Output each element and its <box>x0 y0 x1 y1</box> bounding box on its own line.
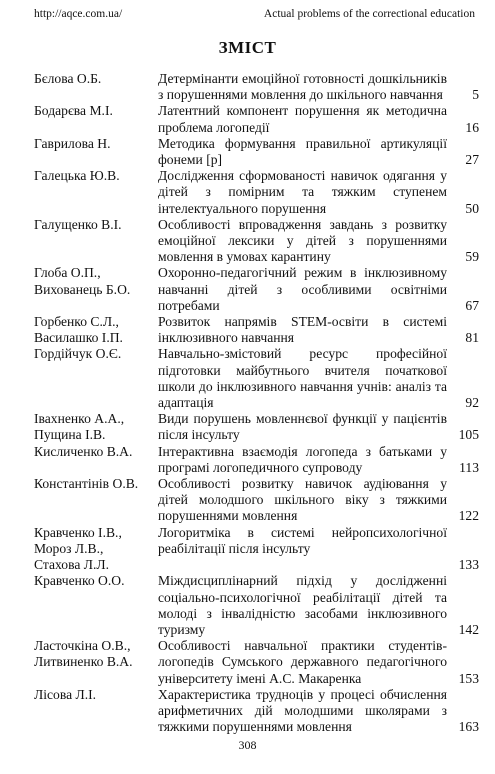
toc-entry <box>34 525 479 574</box>
toc-entry-authors <box>34 217 158 266</box>
toc-entry-topic[interactable]: Латентний компонент порушення як методична проблема логопедії <box>158 103 447 135</box>
toc-entry-topic-cell <box>158 265 479 314</box>
author-name: Галущенко В.І. <box>34 216 122 232</box>
toc-entry-page-number: 122 <box>458 508 479 524</box>
toc-entry-page-number: 27 <box>465 152 479 168</box>
author-name: Стахова Л.Л. <box>34 557 110 573</box>
toc-entry-topic-cell <box>158 411 479 443</box>
author-name: Константінів О.В. <box>34 476 139 492</box>
table-of-contents <box>34 71 479 735</box>
toc-entry-topic-cell <box>158 314 479 346</box>
toc-entry-page-number: 113 <box>459 459 479 475</box>
toc-entry-page-number: 142 <box>458 621 479 637</box>
toc-entry-topic-cell <box>158 217 479 266</box>
toc-entry-topic-cell <box>158 638 479 687</box>
toc-entry-authors <box>34 136 158 168</box>
author-name: Івахненко А.А., <box>34 411 125 427</box>
author-name: Бєлова О.Б. <box>34 71 102 86</box>
toc-entry-topic[interactable]: Розвиток напрямів STEM-освіти в системі інклюзивного навчання <box>158 314 447 346</box>
toc-entry-authors <box>34 411 158 443</box>
toc-entry-topic[interactable]: Особливості розвитку навичок аудіювання у дітей молодшого шкільного віку з тяжкими порушеннями мовлення <box>158 476 447 524</box>
author-name: Бодарєва М.І. <box>34 103 113 119</box>
toc-entry-topic-cell <box>158 687 479 736</box>
toc-entry-topic[interactable]: Охоронно-педагогічний режим в інклюзивному навчанні дітей з особливими освітніми потребами <box>158 265 447 313</box>
toc-entry-page-number: 5 <box>472 87 479 103</box>
author-name: Вихованець Б.О. <box>34 281 131 297</box>
toc-entry-page-number: 59 <box>465 249 479 265</box>
toc-entry <box>34 71 479 103</box>
page-number: 308 <box>238 738 257 752</box>
author-name: Мороз Л.В., <box>34 540 104 556</box>
author-name: Гордійчук О.Є. <box>34 346 122 362</box>
toc-entry-topic-cell <box>158 573 479 638</box>
toc-entry <box>34 411 479 443</box>
toc-entry-topic[interactable]: Характеристика трудноців у процесі обчислення арифметичних дій молодшими школярами з тяжкими порушеннями мовлення <box>158 686 447 735</box>
toc-entry-topic-cell <box>158 168 479 217</box>
page-header <box>34 8 475 20</box>
toc-entry-topic[interactable]: Детермінанти емоційної готовності дошкільників з порушеннями мовлення до шкільного навчання <box>158 71 447 103</box>
toc-entry-topic[interactable]: Методика формування правильної артикуляції фонеми [р] <box>158 135 447 168</box>
toc-entry <box>34 314 479 346</box>
toc-entry <box>34 103 479 135</box>
author-name: Василашко І.П. <box>34 330 123 346</box>
toc-entry-authors <box>34 314 158 346</box>
author-name: Лісова Л.І. <box>34 686 97 702</box>
toc-entry-authors <box>34 444 158 476</box>
toc-entry-topic-cell <box>158 346 479 411</box>
toc-entry-authors <box>34 346 158 411</box>
contents-title: ЗМІСТ <box>218 38 277 57</box>
toc-entry-page-number: 153 <box>458 670 479 686</box>
toc-entry-page-number: 16 <box>465 119 479 135</box>
toc-entry-topic-cell <box>158 136 479 168</box>
toc-entry <box>34 265 479 314</box>
toc-entry-authors <box>34 265 158 314</box>
header-journal-title: Actual problems of the correctional education <box>263 8 475 20</box>
toc-entry-authors <box>34 687 158 736</box>
toc-entry <box>34 573 479 638</box>
toc-entry-page-number: 163 <box>458 719 479 735</box>
toc-entry-authors <box>34 525 158 574</box>
toc-entry-topic[interactable]: Особливості навчальної практики студентів-логопедів Сумського державного педагогічного університету імені А.С. Макаренка <box>158 638 447 686</box>
toc-entry-page-number: 105 <box>458 427 479 443</box>
toc-entry-page-number: 50 <box>465 200 479 216</box>
toc-entry <box>34 168 479 217</box>
toc-entry <box>34 476 479 525</box>
toc-entry-authors <box>34 168 158 217</box>
toc-entry-authors <box>34 638 158 687</box>
toc-entry-authors <box>34 71 158 103</box>
toc-entry <box>34 136 479 168</box>
toc-entry-page-number: 67 <box>465 297 479 313</box>
author-name: Кисличенко В.А. <box>34 443 133 459</box>
toc-entry-page-number: 133 <box>458 557 479 573</box>
toc-entry-page-number: 92 <box>465 395 479 411</box>
toc-entry-topic[interactable]: Види порушень мовленнєвої функції у пацієнтів після інсульту <box>158 411 447 443</box>
author-name: Кравченко І.В., <box>34 524 122 540</box>
toc-entry-topic-cell <box>158 476 479 525</box>
author-name: Кравченко О.О. <box>34 573 125 589</box>
toc-entry <box>34 687 479 736</box>
toc-entry-topic[interactable]: Навчально-змістовий ресурс професійної підготовки майбутнього вчителя початкової школи до інклюзивного навчання учнів: аналіз та адаптація <box>158 346 447 411</box>
toc-entry-topic[interactable]: Логоритміка в системі нейропсихологічної реабілітації після інсульту <box>158 524 447 556</box>
toc-entry-authors <box>34 103 158 135</box>
toc-entry <box>34 217 479 266</box>
toc-entry-topic[interactable]: Інтерактивна взаємодія логопеда з батьками у програмі логопедичного супроводу <box>158 443 447 475</box>
toc-entry-authors <box>34 476 158 525</box>
toc-entry-page-number: 81 <box>465 330 479 346</box>
author-name: Горбенко С.Л., <box>34 314 119 330</box>
toc-entry <box>34 638 479 687</box>
toc-entry-topic-cell <box>158 525 479 574</box>
toc-entry-topic[interactable]: Особливості впровадження завдань з розвитку емоційної лексики у дітей з порушеннями мовлення в умовах карантину <box>158 216 447 265</box>
author-name: Литвиненко В.А. <box>34 654 133 670</box>
author-name: Гаврилова Н. <box>34 135 111 151</box>
toc-entry-topic-cell <box>158 103 479 135</box>
toc-entry <box>34 444 479 476</box>
toc-entry-topic[interactable]: Міждисциплінарний підхід у дослідженні соціально-психологічної реабілітації дітей та молоді з інвалідністю засобами інклюзивного туризму <box>158 573 447 637</box>
author-name: Галецька Ю.В. <box>34 168 120 184</box>
author-name: Ласточкіна О.В., <box>34 638 131 654</box>
toc-entry-topic-cell <box>158 444 479 476</box>
toc-entry-topic-cell <box>158 71 479 103</box>
author-name: Пущина І.В. <box>34 427 106 443</box>
header-url[interactable]: http://aqce.com.ua/ <box>34 8 123 20</box>
author-name: Глоба О.П., <box>34 265 101 281</box>
toc-entry-authors <box>34 573 158 638</box>
toc-entry <box>34 346 479 411</box>
toc-entry-topic[interactable]: Дослідження сформованості навичок одягання у дітей з помірним та тяжким ступенем інтелектуального порушення <box>158 168 447 216</box>
